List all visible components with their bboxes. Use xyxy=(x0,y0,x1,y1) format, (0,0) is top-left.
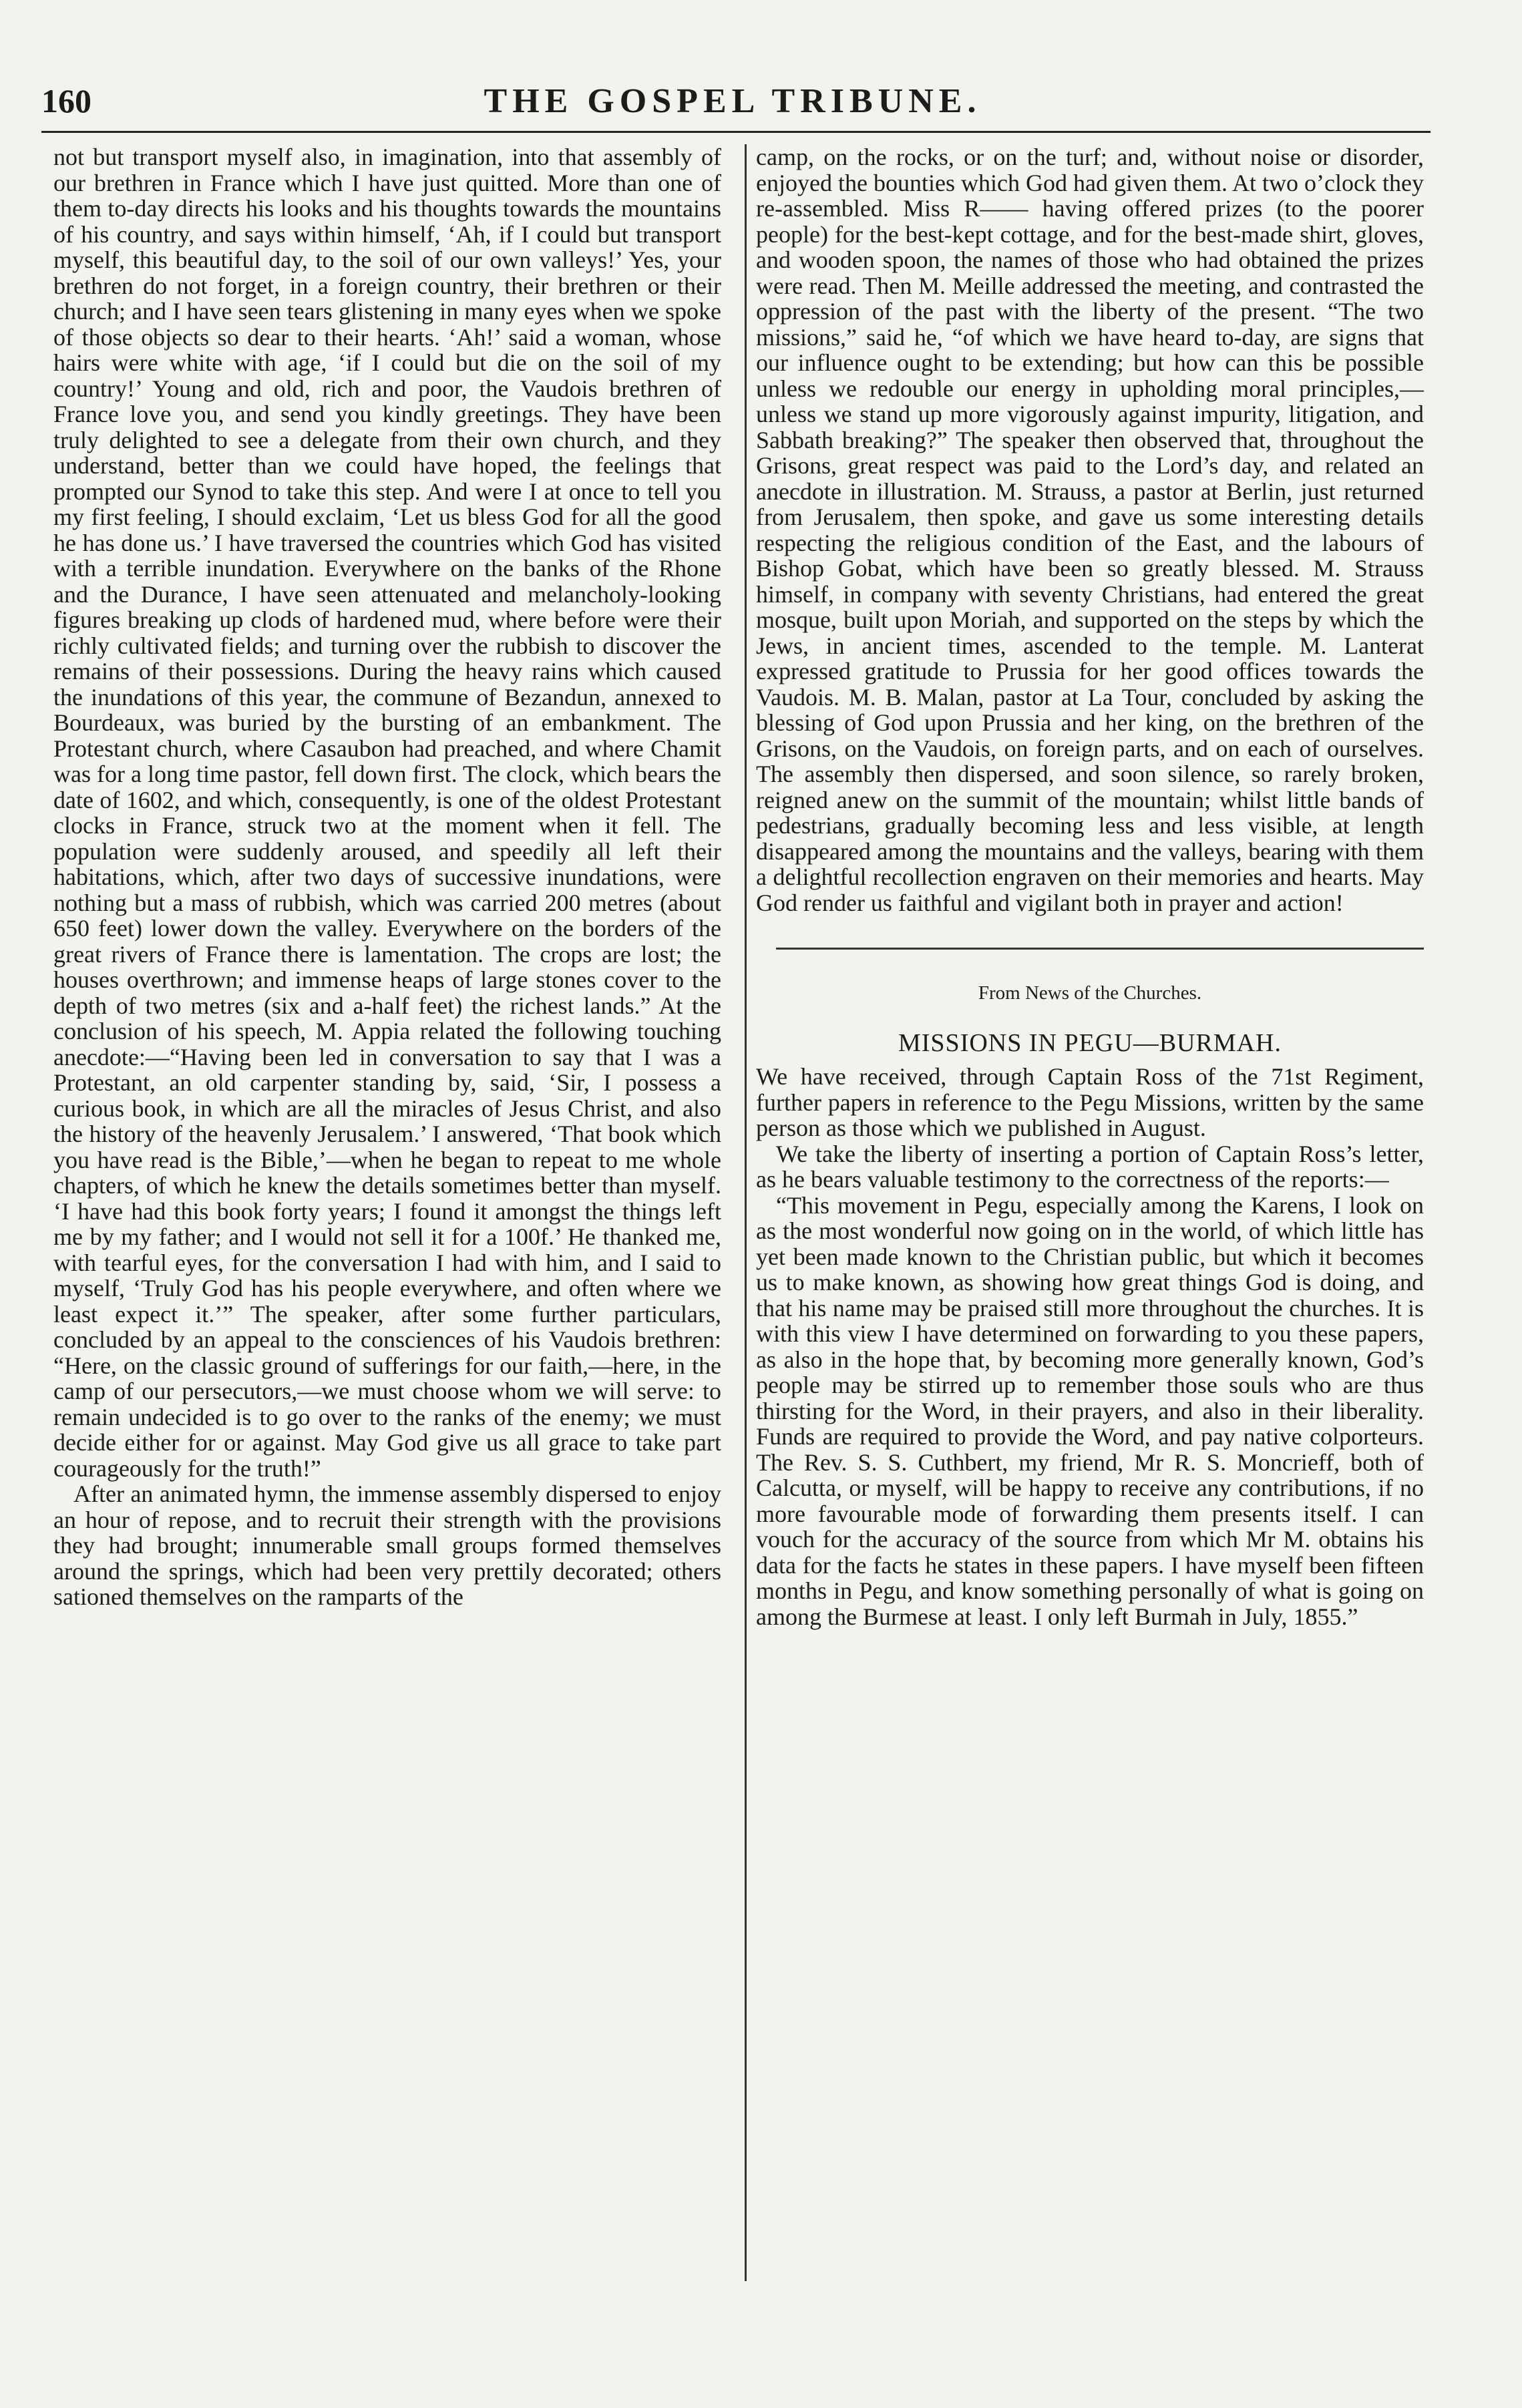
header-rule xyxy=(41,131,1431,133)
left-column xyxy=(53,144,721,1610)
article-heading: MISSIONS IN PEGU—BURMAH. xyxy=(898,1028,1282,1057)
page-number: 160 xyxy=(41,82,91,120)
article-paragraph: “This movement in Pegu, especially among the Karens, I look on as the most wonderful now going on in the world, of which little has yet been made known to the Christian public, but which it becomes us to make known, as showing how great things God is doing, and that his name may be praised still more throughout the churches. It is with this view I have determined on forwarding to you these papers, as also in the hope that, by becoming more generally known, God’s people may be stirred up to remember those souls who are thus thirsting for the Word, in their prayers, and also in their liberality. Funds are required to provide the Word, and pay native colporteurs. The Rev. S. S. Cuthbert, my friend, Mr R. S. Moncrieff, both of Calcutta, or myself, will be happy to receive any contributions, if no more favourable mode of forwarding them presents itself. I can vouch for the accuracy of the source from which Mr M. obtains his data for the facts he states in these papers. I have myself been fifteen months in Pegu, and know something personally of what is going on among the Burmese at least. I only left Burmah in July, 1855.” xyxy=(756,1191,1424,1630)
article-quote xyxy=(756,1193,1424,1630)
publication-title: THE GOSPEL TRIBUNE. xyxy=(484,82,982,120)
article-divider xyxy=(776,948,1424,950)
page-header xyxy=(41,81,1424,124)
right-paragraph: camp, on the rocks, or on the turf; and, without noise or disorder, enjoyed the bounties which God had given them. At two o’clock they re-assembled. Miss R—— having offered prizes (to the poorer people) for the best-kept cottage, and for the best-made shirt, gloves, and wooden spoon, the names of those who had obtained the prizes were read. Then M. Meille addressed the meeting, and contrasted the oppression of the past with the liberty of the present. “The two missions,” said he, “of which we have heard to-day, are signs that our influence ought to be extending; but how can this be possible unless we redouble our energy in upholding moral principles,—unless we stand up more vigorously against impurity, litigation, and Sabbath breaking?” The speaker then observed that, throughout the Grisons, great respect was paid to the Lord’s day, and related an anecdote in illustration. M. Strauss, a pastor at Berlin, just returned from Jerusalem, then spoke, and gave us some interesting details respecting the religious condition of the East, and the labours of Bishop Gobat, which have been so greatly blessed. M. Strauss himself, in company with seventy Christians, had entered the great mosque, built upon Moriah, and supported on the steps by which the Jews, in ancient times, ascended to the temple. M. Lanterat expressed gratitude to Prussia for her good offices towards the Vaudois. M. B. Malan, pastor at La Tour, concluded by asking the blessing of God upon Prussia and her king, on the brethren of the Grisons, on the Vaudois, on foreign parts, and on each of ourselves. The assembly then dispersed, and soon silence, so rarely broken, reigned anew on the summit of the mountain; whilst little bands of pedestrians, gradually becoming less and less visible, at length disappeared among the mountains and the valleys, bearing with them a delightful recollection engraven on their memories and hearts. May God render us faithful and vigilant both in prayer and action! xyxy=(756,144,1424,916)
left-paragraph: not but transport myself also, in imagination, into that assembly of our brethren in France which I have just quitted. More than one of them to-day directs his looks and his thoughts towards the mountains of his country, and says within himself, ‘Ah, if I could but transport myself, this beautiful day, to the soil of our own valleys!’ Yes, your brethren do not forget, in a foreign country, their brethren or their church; and I have seen tears glistening in many eyes when we spoke of those objects so dear to their hearts. ‘Ah!’ said a woman, whose hairs were white with age, ‘if I could but die on the soil of my country!’ Young and old, rich and poor, the Vaudois brethren of France love you, and send you kindly greetings. They have been truly delighted to see a delegate from their own church, and they understand, better than we could have hoped, the feelings that prompted our Synod to take this step. And were I at once to tell you my first feeling, I should exclaim, ‘Let us bless God for all the good he has done us.’ I have traversed the countries which God has visited with a terrible inundation. Everywhere on the banks of the Rhone and the Durance, I have seen attenuated and melancholy-looking figures breaking up clods of hardened mud, where before were their richly cultivated fields; and turning over the rubbish to discover the remains of their possessions. During the heavy rains which caused the inundations of this year, the commune of Bezandun, annexed to Bourdeaux, was buried by the bursting of an embankment. The Protestant church, where Casaubon had preached, and where Chamit was for a long time pastor, fell down first. The clock, which bears the date of 1602, and which, consequently, is one of the oldest Protestant clocks in France, struck two at the moment when it fell. The population were suddenly aroused, and speedily all left their habitations, which, after two days of successive inundations, were nothing but a mass of rubbish, which was carried 200 metres (about 650 feet) lower down the valley. Everywhere on the borders of the great rivers of France there is lamentation. The crops are lost; the houses overthrown; and immense heaps of large stones cover to the depth of two metres (six and a-half feet) the richest lands.” At the conclusion of his speech, M. Appia related the following touching anecdote:—“Having been led in conversation to say that I was a Protestant, an old carpenter standing by, said, ‘Sir, I possess a curious book, in which are all the miracles of Jesus Christ, and also the history of the heavenly Jerusalem.’ I answered, ‘That book which you have read is the Bible,’—when he began to repeat to me whole chapters, of which he knew the details sometimes better than myself. ‘I have had this book forty years; I found it amongst the things left me by my father; and I would not sell it for a 100f.’ He thanked me, with tearful eyes, for the conversation I had with him, and I said to myself, ‘Truly God has his people everywhere, and often where we least expect it.’” The speaker, after some further particulars, concluded by an appeal to the consciences of his Vaudois brethren: “Here, on the classic ground of sufferings for our faith,—here, in the camp of our persecutors,—we must choose whom we will serve: to remain undecided is to go over to the ranks of the enemy; we must decide either for or against. May God give us all grace to take part courageously for the truth!” xyxy=(53,144,721,1482)
article-source: From News of the Churches. xyxy=(978,982,1202,1004)
article-paragraph: We take the liberty of inserting a portion of Captain Ross’s letter, as he bears valuable testimony to the correctness of the reports:— xyxy=(756,1140,1424,1193)
right-column xyxy=(756,144,1424,1629)
left-paragraph: After an animated hymn, the immense assembly dispersed to enjoy an hour of repose, and to recruit their strength with the provisions they had brought; innumerable small groups formed themselves around the springs, which had been very prettily decorated; others sationed themselves on the ramparts of the xyxy=(53,1480,721,1610)
article-paragraph: We have received, through Captain Ross of the 71st Regiment, further papers in reference to the Pegu Missions, written by the same person as those which we published in August. xyxy=(756,1063,1424,1141)
column-divider xyxy=(745,144,747,2281)
